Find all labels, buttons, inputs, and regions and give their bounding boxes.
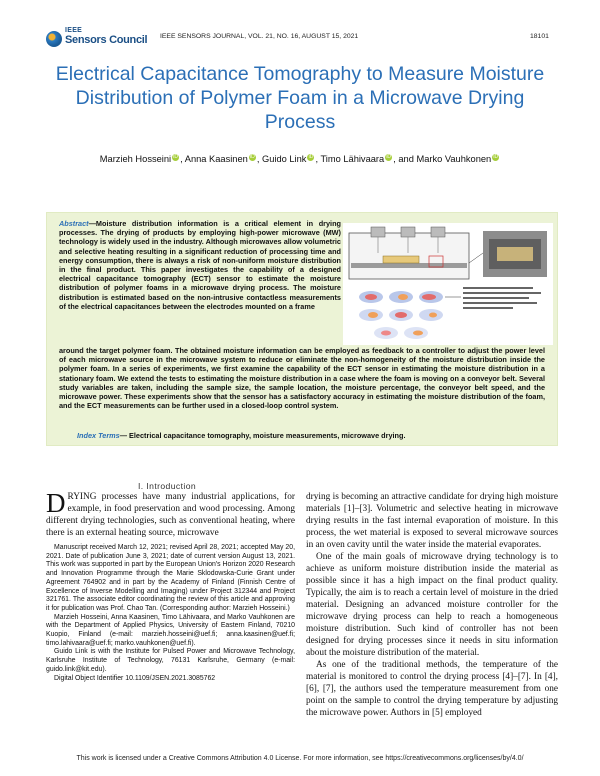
footnote: Marzieh Hosseini, Anna Kaasinen, Timo Lähivaara, and Marko Vauhkonen are with the Department of Applied Physics, University of Eastern Finland, 70210 Kuopio, Finland (e-mail: marzieh.hosseini@uef.fi; anna.kaasinen@uef.fi; timo.lahivaara@uef.fi; marko.vauhkonen@uef.fi).	[46, 613, 295, 647]
author-name: Anna Kaasinen	[184, 154, 248, 165]
journal-header: IEEE SENSORS JOURNAL, VOL. 21, NO. 16, AUGUST 15, 2021	[160, 33, 359, 40]
author-name: Timo Lähivaara	[320, 154, 385, 165]
drop-cap: D	[46, 488, 66, 518]
orcid-icon[interactable]: iD	[308, 154, 314, 160]
abstract-text-continued: around the target polymer foam. The obtained moisture information can be employed as feedback to a controller to adjust the power level of each microwave source in the microwave system to reduce or eliminate the non-homogeneity of the moisture distribution inside the polymer foam. In a series of experiments, we first examine the capability of the ECT sensor in estimating the moisture distribution in a stationary foam. We extend the tests to estimating the moisture distribution in a case where the foam is moving on a conveyor belt. Several study variables are taken, including the sample size, the sample location, the moisture percentage, the conveyor belt speed, and the microwave power. These experiments show that the sensor has a satisfactory accuracy in estimating the moisture distribution of the foam, and the ECT measurements can be further used in a closed-loop control system.	[59, 346, 545, 411]
intro-paragraph: DRYING processes have many industrial applications, for example, in food preservation and wood processing. Among different drying technologies, such as conventional heating, where there is an external heating source, microwave	[46, 488, 295, 538]
logo-ieee-text: IEEE	[65, 27, 83, 34]
license-footer: This work is licensed under a Creative Commons Attribution 4.0 License. For more information, see https://creativecommons.org/licenses/by/4.0/	[76, 755, 524, 762]
microwave-source	[431, 227, 445, 237]
author-list: Marzieh Hosseini iD , Anna Kaasinen iD , Guido Link iD , Timo Lähivaara iD , and Marko Vauhkonen iD	[99, 154, 499, 165]
footnote-doi: Digital Object Identifier 10.1109/JSEN.2021.3085762	[54, 674, 216, 682]
abstract-label: Abstract	[59, 219, 89, 228]
index-terms-label: Index Terms	[77, 431, 120, 440]
orcid-icon[interactable]: iD	[249, 154, 255, 160]
section-heading: I. Introduction	[138, 481, 197, 491]
conveyor-belt	[351, 263, 467, 268]
ieee-sensors-council-logo	[46, 27, 156, 53]
page-number: 18101	[530, 33, 549, 40]
body-paragraph: As one of the traditional methods, the temperature of the material is monitored to control the drying process [4]–[7]. In [4], [6], [7], the authors used the temperature measurement from one point on the sample to control the drying temperature by adjusting the microwave power. Authors in [5] employed	[306, 660, 558, 718]
author-name: Marzieh Hosseini	[99, 154, 172, 165]
author-name: Marko Vauhkonen	[416, 154, 492, 165]
orcid-icon[interactable]: iD	[386, 154, 392, 160]
logo-council-text: Sensors Council	[65, 34, 148, 46]
body-paragraph: drying is becoming an attractive candidate for drying high moisture materials [1]–[3]. Volumetric and selective heating in microwave drying results in the fast internal evaporation of moisture. In this process, the wet material is exposed to several microwave sources in an oven cavity until the water inside the material evaporates.	[306, 492, 558, 550]
logo-globe-icon	[46, 31, 62, 47]
footnote: Guido Link is with the Institute for Pulsed Power and Microwave Technology, Karlsruhe Institute of Technology, 76131 Karlsruhe, Germany (e-mail: guido.link@kit.edu).	[46, 648, 295, 673]
right-column-text	[306, 491, 558, 719]
foam-sample	[383, 256, 419, 263]
microwave-source	[371, 227, 385, 237]
orcid-icon[interactable]: iD	[173, 154, 178, 160]
footnotes	[46, 544, 295, 683]
graphical-abstract-figure	[343, 223, 553, 345]
body-paragraph: One of the main goals of microwave drying technology is to achieve as uniform moisture distribution inside the material as possible since it has a high impact on the final product quality. Typically, the aim is to reach a certain level of moisture in the dried material. Designing an advanced moisture controller for the microwave drying process can help to reach a homogeneous moisture distribution. Such kind of controller has not been designed for drying processes since it needs in situ information about the moisture distribution of the material.	[306, 552, 558, 658]
paper-title: Electrical Capacitance Tomography to Measure Moisture Distribution of Polymer Foam in a Microwave Drying Process	[55, 63, 545, 133]
orcid-icon[interactable]: iD	[493, 154, 499, 160]
abstract-text: Abstract—Moisture distribution information is a critical element in drying processes. The drying of products by employing high-power microwave (MW) technology is widely used in the industry. Although microwaves allow volumetric and selective heating resulting in a significant reduction of processing time and energy consumption, there is always a risk of non-uniform moisture distribution in the final product. This paper investigates the capability of a designed electrical capacitance tomography (ECT) sensor to estimate the moisture distribution of polymer foams in a microwave drying process. The moisture distribution is estimated based on the non-intrusive contactless measurements of the electrical capacitances between the electrodes mounted on a frame	[59, 219, 341, 311]
author-name: Guido Link	[262, 154, 307, 165]
microwave-source	[401, 227, 415, 237]
footnote: Manuscript received March 12, 2021; revised April 28, 2021; accepted May 20, 2021. Date of publication June 3, 2021; date of current version August 13, 2021. This work was supported in part by the European Union's Horizon 2020 Research and Innovation Programme through the Marie Sklodowska-Curie Grant under Agreement 764902 and in part by the Academy of Finland (Finnish Centre of Excellence of Inverse Modelling and Imaging) under Project 312344 and Project 321761. The associate editor coordinating the review of this article and approving it for publication was Prof. Chao Tan. (Corresponding author: Marzieh Hosseini.)	[46, 544, 295, 612]
index-terms: Index Terms— Electrical capacitance tomography, moisture measurements, microwave drying.	[77, 431, 406, 440]
abstract-box	[46, 212, 558, 446]
